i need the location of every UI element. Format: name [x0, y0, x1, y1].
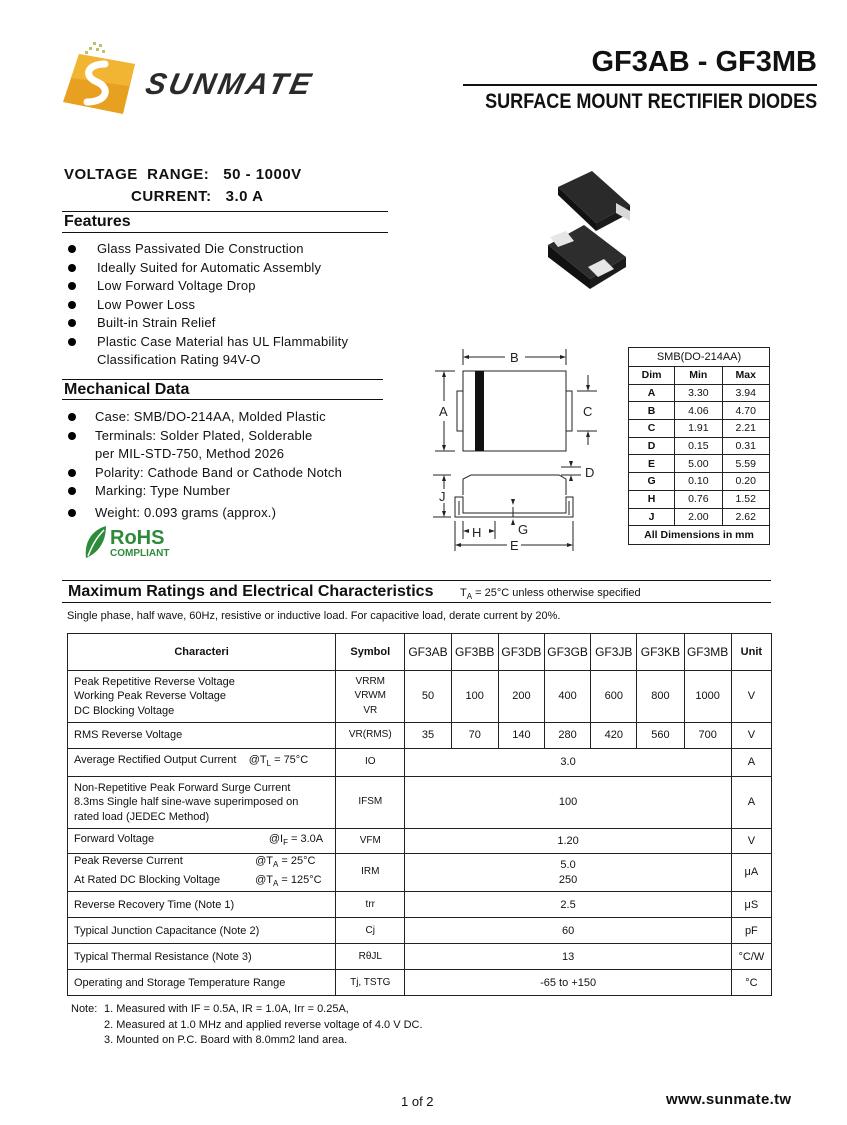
bullet-icon — [68, 301, 76, 309]
unit-cell: °C/W — [731, 944, 771, 970]
electrical-characteristics-table — [67, 633, 772, 996]
table-cell: 13 — [405, 944, 731, 970]
table-cell: 60 — [405, 918, 731, 944]
divider — [62, 379, 383, 380]
table-row — [629, 473, 770, 491]
divider — [62, 399, 383, 400]
table-row — [68, 944, 772, 970]
symbol-cell: VRRM VRWM VR — [336, 671, 405, 723]
column-header: Min — [675, 367, 722, 385]
ratings-heading: Maximum Ratings and Electrical Characteristics — [68, 583, 434, 600]
table-cell: -65 to +150 — [405, 970, 731, 996]
table-row — [629, 420, 770, 438]
column-header: GF3BB — [451, 634, 498, 671]
column-header: GF3JB — [591, 634, 637, 671]
characteristic-cell: Typical Thermal Resistance (Note 3) — [68, 944, 336, 970]
table-row — [629, 490, 770, 508]
characteristic-cell: Non-Repetitive Peak Forward Surge Current 8.3ms Single half sine-wave superimposed on rated load (JEDEC Method) — [68, 777, 336, 829]
column-header: Symbol — [336, 634, 405, 671]
table-row — [68, 829, 772, 854]
column-header: GF3GB — [544, 634, 590, 671]
list-item: Low Forward Voltage Drop — [68, 277, 398, 296]
table-row — [68, 854, 772, 892]
unit-cell: V — [731, 723, 771, 749]
table-cell: 0.31 — [722, 437, 769, 455]
table-cell: 4.70 — [722, 402, 769, 420]
ratings-condition: $T_A = 25^\circ C$ unless otherwise specified — [460, 587, 641, 602]
dim-label-b: B — [510, 350, 519, 365]
table-cell: H — [629, 490, 675, 508]
table-header-row — [629, 367, 770, 385]
sunmate-logo-icon — [57, 42, 137, 114]
symbol-cell: VFM — [336, 829, 405, 854]
list-item: Polarity: Cathode Band or Cathode Notch — [68, 464, 398, 483]
table-cell: 0.20 — [722, 473, 769, 491]
table-row — [68, 671, 772, 723]
table-cell: B — [629, 402, 675, 420]
table-cell: 100 — [451, 671, 498, 723]
bullet-icon — [68, 282, 76, 290]
column-header: Max — [722, 367, 769, 385]
list-item-continuation: Classification Rating 94V-O — [97, 352, 261, 367]
table-cell: 420 — [591, 723, 637, 749]
table-cell: 3.0 — [405, 749, 731, 777]
table-cell: 800 — [637, 671, 684, 723]
divider — [62, 211, 388, 212]
mechanical-data-list — [68, 408, 398, 522]
characteristic-cell: RMS Reverse Voltage — [68, 723, 336, 749]
table-row — [68, 918, 772, 944]
column-header: GF3MB — [684, 634, 731, 671]
table-cell: 3.30 — [675, 384, 722, 402]
characteristic-cell: Forward Voltage $@I_F = 3.0A$ — [68, 829, 336, 854]
symbol-cell: Tj, TSTG — [336, 970, 405, 996]
unit-cell: V — [731, 671, 771, 723]
table-row — [629, 437, 770, 455]
package-dimension-diagram — [425, 345, 625, 555]
table-cell: 35 — [405, 723, 451, 749]
table-row — [68, 970, 772, 996]
dimensions-table — [628, 347, 770, 545]
header-rule — [463, 84, 817, 86]
list-item: Terminals: Solder Plated, Solderable — [68, 427, 398, 446]
unit-cell: V — [731, 829, 771, 854]
list-item: Built-in Strain Relief — [68, 314, 398, 333]
table-cell: C — [629, 420, 675, 438]
unit-cell: pF — [731, 918, 771, 944]
list-item: Low Power Loss — [68, 296, 398, 315]
table-cell: A — [629, 384, 675, 402]
table-cell: 3.94 — [722, 384, 769, 402]
symbol-cell: RθJL — [336, 944, 405, 970]
table-cell: 50 — [405, 671, 451, 723]
dimensions-table-title: SMB(DO-214AA) — [629, 348, 770, 367]
column-header: GF3AB — [405, 634, 451, 671]
symbol-cell: IO — [336, 749, 405, 777]
table-cell: E — [629, 455, 675, 473]
table-cell: 0.15 — [675, 437, 722, 455]
table-row — [629, 384, 770, 402]
characteristic-cell: Typical Junction Capacitance (Note 2) — [68, 918, 336, 944]
column-header: GF3KB — [637, 634, 684, 671]
part-range-title: GF3AB - GF3MB — [591, 46, 817, 78]
characteristic-cell: Average Rectified Output Current $@T_L = 75^\circ C$ — [68, 749, 336, 777]
table-cell: 1.91 — [675, 420, 722, 438]
table-cell: 280 — [544, 723, 590, 749]
rohs-compliant-icon — [82, 524, 192, 560]
list-item: Plastic Case Material has UL Flammability — [68, 333, 398, 352]
symbol-cell: Cj — [336, 918, 405, 944]
features-heading: Features — [64, 213, 131, 230]
divider — [62, 602, 771, 603]
table-cell: 560 — [637, 723, 684, 749]
characteristic-cell: Peak Repetitive Reverse Voltage Working Peak Reverse Voltage DC Blocking Voltage — [68, 671, 336, 723]
list-item: Ideally Suited for Automatic Assembly — [68, 259, 398, 278]
table-cell: 5.0 250 — [405, 854, 731, 892]
note-1: 1. Measured with IF = 0.5A, IR = 1.0A, Irr = 0.25A, — [104, 1003, 349, 1015]
table-cell: 2.62 — [722, 508, 769, 526]
dimensions-table-footer: All Dimensions in mm — [629, 526, 770, 545]
bullet-icon — [68, 509, 76, 517]
table-row — [68, 749, 772, 777]
list-item-continuation: per MIL-STD-750, Method 2026 — [95, 446, 285, 461]
dim-label-j: J — [439, 489, 446, 504]
characteristic-cell: Peak Reverse Current $@T_A = 25^\circ C$ At Rated DC Blocking Voltage $@T_A = 125^\circ C$ — [68, 854, 336, 892]
unit-cell: μS — [731, 892, 771, 918]
rohs-label: RoHS — [110, 527, 165, 549]
table-cell: 1000 — [684, 671, 731, 723]
table-row — [68, 892, 772, 918]
symbol-cell: IFSM — [336, 777, 405, 829]
list-item: Glass Passivated Die Construction — [68, 240, 398, 259]
column-header: Dim — [629, 367, 675, 385]
package-photo-icon — [540, 165, 640, 300]
website-link[interactable]: www.sunmate.tw — [666, 1091, 792, 1108]
table-cell: D — [629, 437, 675, 455]
table-cell: 200 — [498, 671, 544, 723]
list-item: Marking: Type Number — [68, 482, 398, 501]
table-cell: 600 — [591, 671, 637, 723]
voltage-range: VOLTAGE RANGE: 50 - 1000V — [64, 166, 302, 183]
notes — [71, 1002, 423, 1049]
table-row — [68, 723, 772, 749]
column-header: Characteri — [68, 634, 336, 671]
page-subtitle: SURFACE MOUNT RECTIFIER DIODES — [484, 90, 817, 113]
symbol-cell: trr — [336, 892, 405, 918]
table-cell: 1.52 — [722, 490, 769, 508]
bullet-icon — [68, 338, 76, 346]
symbol-cell: VR(RMS) — [336, 723, 405, 749]
table-cell: 2.5 — [405, 892, 731, 918]
symbol-cell: IRM — [336, 854, 405, 892]
bullet-icon — [68, 413, 76, 421]
table-cell: G — [629, 473, 675, 491]
notes-label: Note: — [71, 1003, 98, 1015]
divider — [62, 580, 771, 581]
table-cell: 5.00 — [675, 455, 722, 473]
rohs-sub-label: COMPLIANT — [110, 548, 170, 559]
table-cell: 4.06 — [675, 402, 722, 420]
table-cell: 5.59 — [722, 455, 769, 473]
page-number: 1 of 2 — [401, 1094, 434, 1109]
features-list — [68, 240, 398, 370]
table-cell: J — [629, 508, 675, 526]
unit-cell: °C — [731, 970, 771, 996]
unit-cell: μA — [731, 854, 771, 892]
note-3: 3. Mounted on P.C. Board with 8.0mm2 land area. — [104, 1034, 348, 1046]
dim-label-d: D — [585, 465, 595, 480]
bullet-icon — [68, 319, 76, 327]
table-cell: 140 — [498, 723, 544, 749]
ratings-load-note: Single phase, half wave, 60Hz, resistive or inductive load. For capacitive load, derate current by 20%. — [67, 610, 561, 622]
mechanical-data-heading: Mechanical Data — [64, 381, 190, 398]
characteristic-cell: Reverse Recovery Time (Note 1) — [68, 892, 336, 918]
table-cell: 100 — [405, 777, 731, 829]
table-cell: 70 — [451, 723, 498, 749]
dim-label-h: H — [472, 525, 482, 540]
list-item: Weight: 0.093 grams (approx.) — [68, 504, 398, 523]
characteristic-cell: Operating and Storage Temperature Range — [68, 970, 336, 996]
current-rating: CURRENT: 3.0 A — [131, 188, 264, 205]
list-item: Case: SMB/DO-214AA, Molded Plastic — [68, 408, 398, 427]
table-cell: 0.10 — [675, 473, 722, 491]
dim-label-g: G — [518, 522, 529, 537]
column-header: Unit — [731, 634, 771, 671]
dim-label-c: C — [583, 404, 593, 419]
table-header-row — [68, 634, 772, 671]
brand-name: SUNMATE — [142, 68, 317, 101]
dim-label-a: A — [439, 404, 448, 419]
table-cell: 400 — [544, 671, 590, 723]
table-row — [629, 402, 770, 420]
dim-label-e: E — [510, 538, 519, 553]
bullet-icon — [68, 469, 76, 477]
bullet-icon — [68, 264, 76, 272]
table-cell: 2.21 — [722, 420, 769, 438]
column-header: GF3DB — [498, 634, 544, 671]
table-row — [629, 455, 770, 473]
bullet-icon — [68, 432, 76, 440]
unit-cell: A — [731, 749, 771, 777]
cathode-band — [475, 371, 484, 451]
divider — [62, 232, 388, 233]
bullet-icon — [68, 245, 76, 253]
unit-cell: A — [731, 777, 771, 829]
bullet-icon — [68, 487, 76, 495]
table-row — [629, 508, 770, 526]
table-row — [68, 777, 772, 829]
table-cell: 2.00 — [675, 508, 722, 526]
table-cell: 700 — [684, 723, 731, 749]
note-2: 2. Measured at 1.0 MHz and applied reverse voltage of 4.0 V DC. — [104, 1018, 423, 1031]
table-cell: 1.20 — [405, 829, 731, 854]
table-cell: 0.76 — [675, 490, 722, 508]
